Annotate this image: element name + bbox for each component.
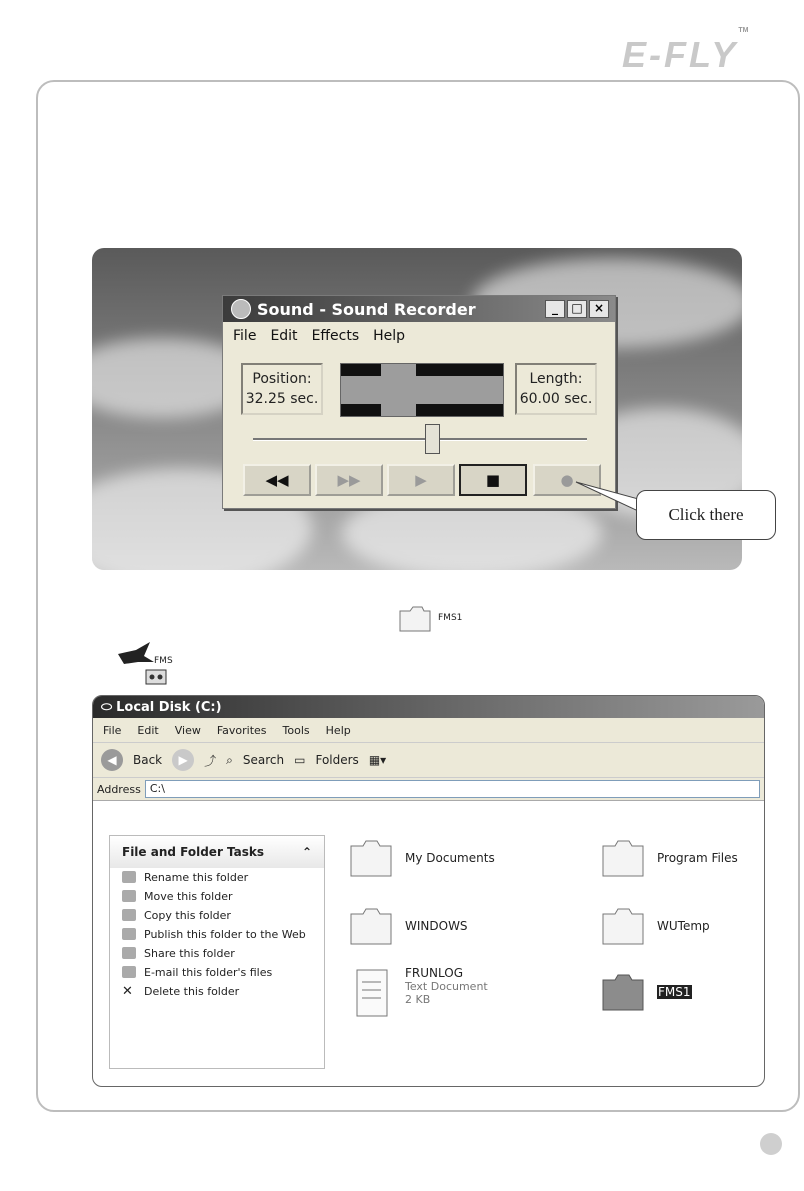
menu-edit[interactable]: Edit — [137, 723, 159, 737]
length-panel — [515, 363, 597, 415]
folder-icon — [349, 906, 393, 946]
folder-icon — [601, 972, 645, 1012]
views-icon[interactable]: ▦▾ — [368, 753, 387, 767]
menu-effects[interactable]: Effects — [311, 328, 360, 344]
position-slider-track[interactable] — [253, 438, 587, 441]
tasks-header[interactable]: File and Folder Tasks ⌃ — [110, 836, 324, 868]
menu-edit[interactable]: Edit — [270, 328, 298, 344]
back-icon[interactable]: ◀ — [101, 749, 123, 771]
folders-button[interactable]: Folders — [315, 753, 359, 767]
brand-logo: E-FLY™ — [622, 27, 749, 75]
seek-start-button[interactable]: ◀◀ — [243, 464, 311, 496]
collapse-icon[interactable]: ⌃ — [301, 845, 312, 859]
text-document-icon — [349, 966, 393, 1020]
folder-fms1-selected[interactable]: FMS1 — [601, 972, 692, 1012]
up-folder-icon[interactable]: ⤴ — [204, 753, 217, 768]
position-panel — [241, 363, 323, 415]
move-icon — [122, 890, 136, 902]
position-label: Position: — [252, 371, 312, 387]
task-copy[interactable]: Copy this folder — [110, 906, 324, 925]
click-there-callout: Click there — [636, 490, 776, 540]
fms-desktop-shortcut[interactable] — [114, 636, 174, 689]
email-icon — [122, 966, 136, 978]
folder-program-files[interactable]: Program Files — [601, 838, 738, 878]
maximize-button[interactable]: □ — [567, 300, 587, 318]
task-email[interactable]: E-mail this folder's files — [110, 963, 324, 982]
folders-icon: ▭ — [294, 753, 306, 767]
address-bar — [93, 778, 764, 801]
copy-icon — [122, 909, 136, 921]
seek-end-button[interactable]: ▶▶ — [315, 464, 383, 496]
record-button[interactable]: ● — [533, 464, 601, 496]
fms1-desktop-folder[interactable] — [398, 603, 462, 633]
menu-help[interactable]: Help — [325, 723, 351, 737]
explorer-menu-bar — [93, 718, 764, 743]
fms1-label: FMS1 — [438, 613, 463, 623]
sound-recorder-window — [222, 295, 616, 509]
folder-my-documents[interactable]: My Documents — [349, 838, 495, 878]
folder-wutemp[interactable]: WUTemp — [601, 906, 710, 946]
menu-view[interactable]: View — [174, 723, 201, 737]
menu-file[interactable]: File — [103, 723, 122, 737]
file-frunlog[interactable]: FRUNLOG Text Document 2 KB — [349, 966, 488, 1020]
explorer-title: Local Disk (C:) — [116, 699, 222, 715]
forward-icon[interactable]: ▶ — [172, 749, 194, 771]
folder-icon — [601, 838, 645, 878]
folder-icon — [601, 906, 645, 946]
folder-icon — [398, 603, 432, 633]
fms-label: FMS — [154, 656, 173, 666]
speaker-icon — [231, 299, 251, 319]
task-publish[interactable]: Publish this folder to the Web — [110, 925, 324, 944]
file-folder-tasks-panel — [109, 835, 325, 1069]
page-marker — [760, 1133, 782, 1155]
title-bar — [223, 296, 615, 322]
close-button[interactable]: × — [589, 300, 609, 318]
menu-bar — [223, 322, 615, 350]
menu-favorites[interactable]: Favorites — [216, 723, 267, 737]
task-delete[interactable]: ✕ Delete this folder — [122, 984, 240, 999]
folder-windows[interactable]: WINDOWS — [349, 906, 468, 946]
stop-button[interactable]: ■ — [459, 464, 527, 496]
search-icon: ⌕ — [226, 752, 233, 767]
task-move[interactable]: Move this folder — [110, 887, 324, 906]
task-rename[interactable]: Rename this folder — [110, 868, 324, 887]
explorer-window — [92, 695, 765, 1087]
menu-file[interactable]: File — [233, 328, 257, 344]
rename-icon — [122, 871, 136, 883]
search-button[interactable]: Search — [242, 753, 285, 767]
length-label: Length: — [529, 371, 583, 387]
folder-icon — [349, 838, 393, 878]
menu-tools[interactable]: Tools — [282, 723, 310, 737]
explorer-title-bar — [93, 696, 764, 718]
delete-icon: ✕ — [122, 984, 133, 999]
task-share[interactable]: Share this folder — [110, 944, 324, 963]
position-value: 32.25 sec. — [245, 391, 319, 407]
drive-icon: ⬭ — [101, 699, 113, 715]
globe-icon — [122, 928, 136, 940]
length-value: 60.00 sec. — [519, 391, 593, 407]
waveform-display — [340, 363, 504, 417]
share-icon — [122, 947, 136, 959]
explorer-toolbar — [93, 743, 764, 778]
address-label: Address — [97, 782, 141, 796]
back-button[interactable]: Back — [133, 753, 163, 767]
position-slider-thumb[interactable] — [425, 424, 440, 454]
address-field[interactable]: C:\ — [145, 780, 760, 798]
window-title: Sound - Sound Recorder — [257, 299, 476, 319]
menu-help[interactable]: Help — [373, 328, 406, 344]
minimize-button[interactable]: _ — [545, 300, 565, 318]
play-button[interactable]: ▶ — [387, 464, 455, 496]
